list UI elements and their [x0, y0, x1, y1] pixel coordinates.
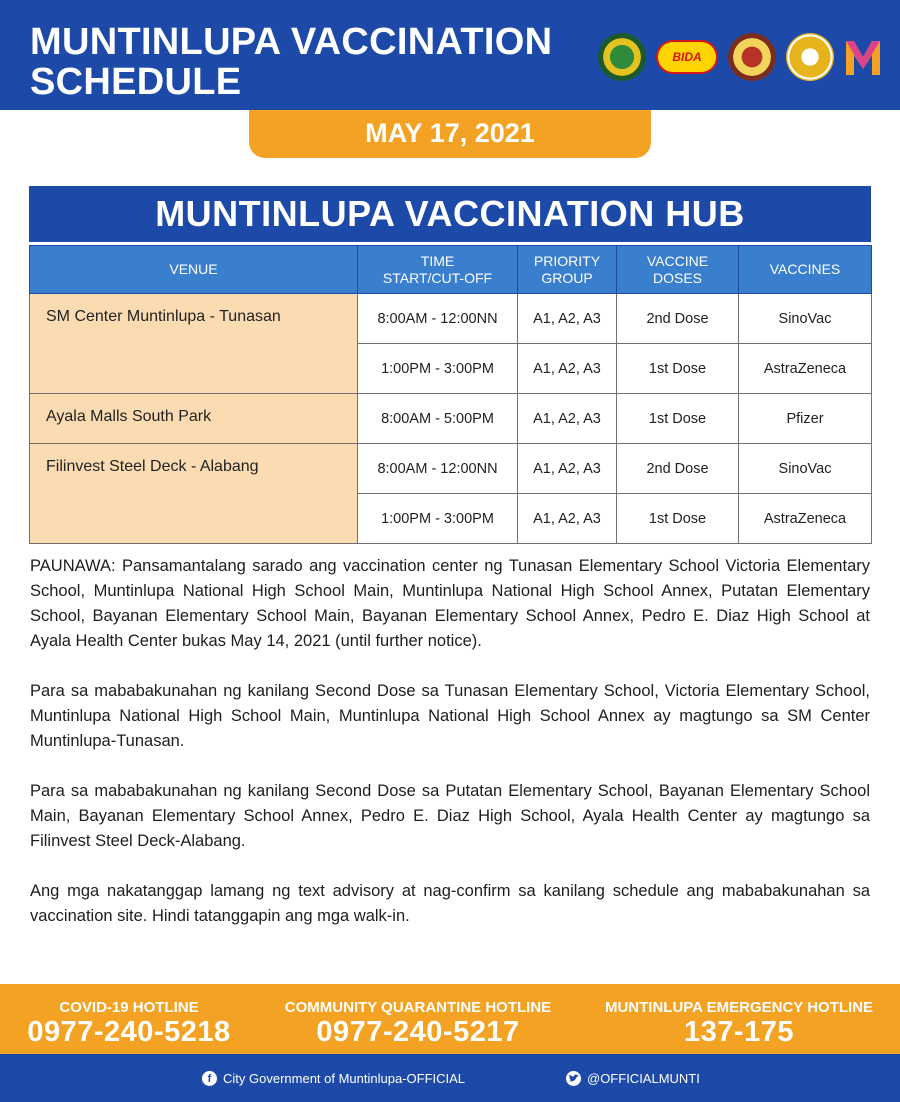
column-header-time-line2: START/CUT-OFF: [382, 269, 493, 286]
priority-cell: A1, A2, A3: [518, 494, 617, 544]
notice-paragraph: Para sa mababakunahan ng kanilang Second Dose sa Tunasan Elementary School, Victoria Elementary School, Muntinlupa National High School Main, Muntinlupa National High School Annex ay magtungo sa SM Center Muntinlupa-Tunasan.: [30, 682, 870, 750]
facebook-handle: City Government of Muntinlupa-OFFICIAL: [223, 1071, 466, 1086]
vaccine-cell: Pfizer: [739, 394, 872, 444]
emergency-hotline: [578, 984, 900, 1054]
venue-cell: SM Center Muntinlupa - Tunasan: [30, 294, 358, 394]
page-title-line1: MUNTINLUPA VACCINATION: [30, 21, 553, 63]
time-cell: 1:00PM - 3:00PM: [358, 344, 518, 394]
hotline-label: COVID-19 HOTLINE: [59, 999, 199, 1016]
table-header-row: [30, 246, 872, 294]
twitter-link[interactable]: [566, 1071, 700, 1086]
column-header-priority-line1: PRIORITY: [533, 252, 601, 269]
priority-cell: A1, A2, A3: [518, 444, 617, 494]
hub-title: MUNTINLUPA VACCINATION HUB: [29, 186, 871, 242]
community-quarantine-hotline: [258, 984, 578, 1054]
column-header-doses-line1: VACCINE: [646, 252, 709, 269]
priority-cell: A1, A2, A3: [518, 394, 617, 444]
dose-cell: 2nd Dose: [617, 294, 739, 344]
twitter-handle: @OFFICIALMUNTI: [587, 1071, 700, 1086]
column-header-vaccines: VACCINES: [739, 246, 872, 294]
notice-paragraph: Ang mga nakatanggap lamang ng text advisory at nag-confirm sa kanilang schedule ang mababakunahan sa vaccination site. Hindi tatanggapin ang mga walk-in.: [30, 882, 870, 925]
health-office-seal-icon: [786, 33, 834, 81]
time-cell: 8:00AM - 5:00PM: [358, 394, 518, 444]
hotline-bar: [0, 984, 900, 1054]
table-row: [30, 394, 872, 444]
venue-cell: Ayala Malls South Park: [30, 394, 358, 444]
m-brand-logo-icon: [844, 37, 882, 77]
advisory-notes: [30, 554, 870, 954]
time-cell: 8:00AM - 12:00NN: [358, 444, 518, 494]
venue-cell: Filinvest Steel Deck - Alabang: [30, 444, 358, 544]
time-cell: 8:00AM - 12:00NN: [358, 294, 518, 344]
hotline-number: 0977-240-5217: [316, 1016, 520, 1048]
muntinlupa-city-seal-icon: [598, 33, 646, 81]
header-banner: [0, 0, 900, 110]
notice-paragraph: Para sa mababakunahan ng kanilang Second Dose sa Putatan Elementary School, Bayanan Elementary School Main, Bayanan Elementary School Annex, Pedro E. Diaz High School, Ayala Health Center ay magtungo sa Filinvest Steel Deck-Alabang.: [30, 782, 870, 850]
column-header-doses: [617, 246, 739, 294]
column-header-priority: [518, 246, 617, 294]
column-header-doses-line2: DOSES: [652, 269, 702, 286]
vaccine-cell: SinoVac: [739, 444, 872, 494]
schedule-table: [29, 245, 872, 544]
notice-paragraph: PAUNAWA: Pansamantalang sarado ang vaccination center ng Tunasan Elementary School Victoria Elementary School, Muntinlupa National High School Main, Muntinlupa National High School Annex, Putatan Elementary School, Bayanan Elementary School Main, Bayanan Elementary School Annex, Pedro E. Diaz High School at Ayala Health Center bukas May 14, 2021 (until further notice).: [30, 557, 870, 650]
dose-cell: 2nd Dose: [617, 444, 739, 494]
page-title: [30, 22, 590, 102]
schedule-date: MAY 17, 2021: [249, 110, 651, 158]
twitter-icon: [566, 1071, 581, 1086]
table-row: [30, 444, 872, 494]
bida-logo-icon: [656, 40, 718, 74]
dose-cell: 1st Dose: [617, 494, 739, 544]
page-title-line2: SCHEDULE: [30, 61, 242, 103]
hotline-label: MUNTINLUPA EMERGENCY HOTLINE: [604, 999, 874, 1016]
priority-cell: A1, A2, A3: [518, 294, 617, 344]
covid-hotline: [0, 984, 258, 1054]
column-header-priority-line2: GROUP: [541, 269, 593, 286]
column-header-time: [358, 246, 518, 294]
column-header-venue: VENUE: [30, 246, 358, 294]
hotline-number: 0977-240-5218: [27, 1016, 231, 1048]
vaccine-cell: AstraZeneca: [739, 494, 872, 544]
hotline-label: COMMUNITY QUARANTINE HOTLINE: [284, 999, 552, 1016]
footer-bar: [0, 1054, 900, 1102]
hotline-number: 137-175: [684, 1016, 794, 1048]
facebook-link[interactable]: [202, 1071, 465, 1086]
priority-cell: A1, A2, A3: [518, 344, 617, 394]
vaccine-cell: SinoVac: [739, 294, 872, 344]
dose-cell: 1st Dose: [617, 394, 739, 444]
column-header-time-line1: TIME: [420, 252, 455, 269]
bida-logo-text: BIDA: [672, 50, 702, 64]
time-cell: 1:00PM - 3:00PM: [358, 494, 518, 544]
partner-logos: [598, 32, 882, 82]
pnp-seal-icon: [728, 33, 776, 81]
dose-cell: 1st Dose: [617, 344, 739, 394]
vaccine-cell: AstraZeneca: [739, 344, 872, 394]
table-row: [30, 294, 872, 344]
facebook-icon: f: [202, 1071, 217, 1086]
